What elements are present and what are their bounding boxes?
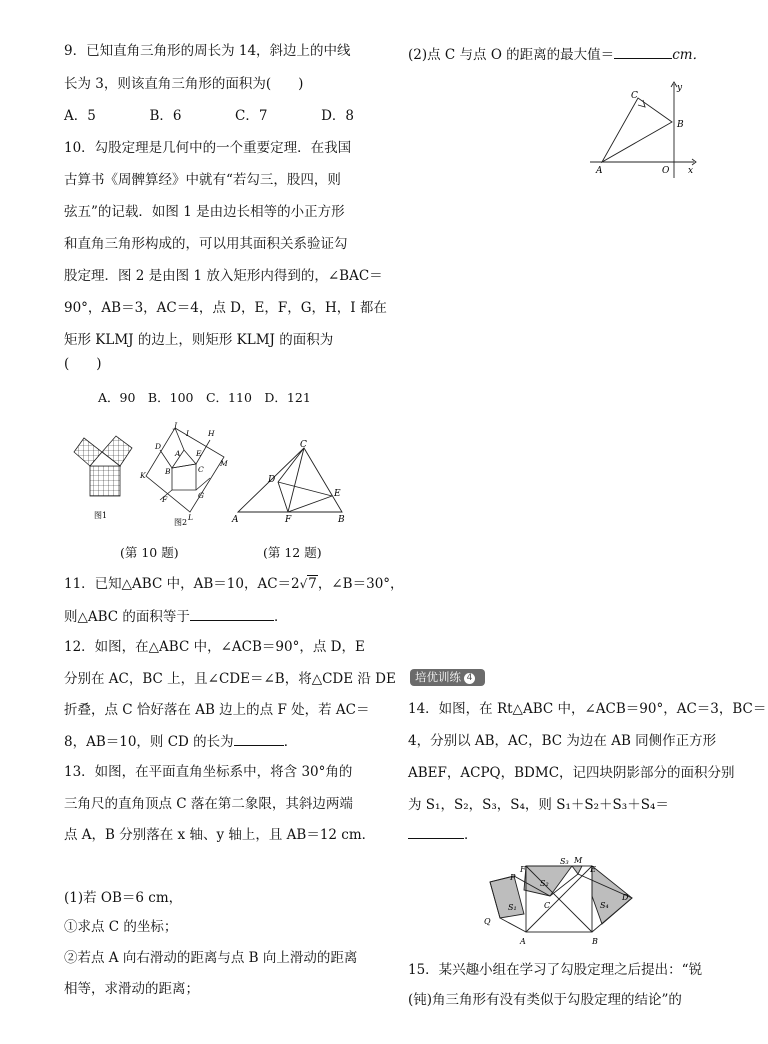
q9-line2: 长为 3，则该直角三角形的面积为( )	[64, 76, 304, 92]
q13-figure	[588, 80, 700, 180]
q14-end: ．	[464, 827, 478, 843]
q13-triangle	[602, 98, 672, 162]
q12-line4-text: 8，AB＝10，则 CD 的长为	[64, 734, 234, 750]
q14-line5	[408, 824, 478, 845]
q11-sqrt: 7	[308, 576, 317, 592]
caption-q10: (第 10 题)	[120, 545, 179, 560]
q10-line6: 90°，AB＝3，AC＝4，点 D，E，F，G，H，I 都在	[64, 300, 387, 316]
q12-answer-blank[interactable]	[234, 731, 284, 746]
q14-answer-blank[interactable]	[408, 824, 464, 839]
fig2-point-b: B	[165, 467, 171, 476]
fig12-point-c: C	[300, 440, 307, 450]
sqrt-symbol: √	[299, 577, 308, 591]
q14-figure	[480, 852, 640, 948]
q13-unit: cm．	[672, 47, 707, 63]
q14-point-p: P	[510, 873, 516, 882]
q13-point-x: x	[688, 166, 694, 176]
caption-q12: (第 12 题)	[263, 545, 322, 560]
q11-answer-blank[interactable]	[190, 606, 274, 621]
q13-point-y: y	[677, 83, 683, 93]
q9-option-d: D．8	[321, 108, 354, 124]
q11-end: ．	[273, 609, 288, 625]
q9-option-a: A．5	[64, 108, 96, 124]
q13-point-a: A	[596, 166, 603, 176]
fig2-point-f: F	[162, 495, 168, 504]
q11-part2: ，∠B＝30°，	[317, 576, 404, 592]
q10-line3: 弦五”的记载．如图 1 是由边长相等的小正方形	[64, 204, 345, 220]
q14-line4: 为 S₁，S₂，S₃，S₄，则 S₁＋S₂＋S₃＋S₄＝	[408, 797, 669, 813]
q14-point-d: D	[622, 893, 629, 902]
q10-line1: 10．勾股定理是几何中的一个重要定理．在我国	[64, 140, 352, 156]
fig2-point-g: G	[198, 491, 204, 500]
q12-line1: 12．如图，在△ABC 中，∠ACB＝90°，点 D，E	[64, 639, 365, 655]
q13-sub1: (1)若 OB＝6 cm，	[64, 890, 183, 906]
q13-sub1b-line1: ②若点 A 向右滑动的距离与点 B 向上滑动的距离	[64, 950, 358, 966]
fig2-point-l: L	[188, 513, 193, 522]
fig2-point-h: H	[208, 429, 215, 438]
fig2-label: 图2	[174, 518, 188, 526]
q13-point-b: B	[677, 120, 684, 130]
fig12-point-e: E	[334, 489, 341, 499]
fig2-point-d: D	[155, 442, 162, 451]
q12-figure	[228, 440, 352, 526]
fig12-point-a: A	[232, 515, 239, 525]
q14-line2: 4，分别以 AB，AC，BC 为边在 AB 同侧作正方形	[408, 733, 717, 749]
q10-options: A．90 B．100 C．110 D．121	[98, 390, 311, 405]
fig2-inner-square	[172, 464, 196, 490]
q9-line1: 9．已知直角三角形的周长为 14，斜边上的中线	[64, 43, 351, 59]
q15-line1: 15．某兴趣小组在学习了勾股定理之后提出：“锐	[408, 962, 703, 978]
fig2-point-i: I	[186, 429, 189, 438]
fig2-point-a: A	[175, 449, 181, 458]
q13-line2: 三角尺的直角顶点 C 落在第二象限，其斜边两端	[64, 796, 353, 812]
q9-option-c: C．7	[235, 108, 268, 124]
fig2-point-c: C	[198, 465, 204, 474]
section-badge-label: 培优训练	[415, 670, 461, 684]
section-badge	[410, 669, 485, 686]
section-badge-number: 4	[464, 673, 475, 684]
fig1-label: 图1	[94, 511, 108, 520]
q14-point-q: Q	[484, 917, 491, 926]
q11-line1	[64, 574, 404, 594]
q14-label-s1: S₁	[508, 903, 517, 912]
q10-figure1	[68, 430, 138, 520]
q14-line1: 14．如图，在 Rt△ABC 中，∠ACB＝90°，AC＝3，BC＝	[408, 701, 767, 717]
q14-point-a: A	[520, 937, 526, 946]
q13-point-c: C	[631, 91, 638, 101]
q10-line4: 和直角三角形构成的，可以用其面积关系验证勾	[64, 236, 348, 252]
q11-part1: 11．已知△ABC 中，AB＝10，AC＝2	[64, 576, 300, 592]
fig2-point-j: J	[174, 421, 178, 430]
q10-line2: 古算书《周髀算经》中就有“若勾三，股四，则	[64, 172, 341, 188]
q13-sub2-text: (2)点 C 与点 O 的距离的最大值＝	[408, 47, 615, 63]
q12-line4	[64, 731, 297, 752]
fig2-rectangle	[146, 428, 224, 512]
q12-line3: 折叠，点 C 恰好落在 AB 边上的点 F 处，若 AC＝	[64, 702, 370, 718]
q13-sub1a: ①求点 C 的坐标；	[64, 919, 178, 935]
q11-line2-text: 则△ABC 的面积等于	[64, 609, 190, 625]
q14-label-s3: S₃	[560, 857, 569, 866]
q9-options	[64, 106, 354, 126]
q14-s1-region	[490, 876, 524, 918]
q14-point-m: M	[574, 856, 583, 865]
q13-sub2	[408, 44, 706, 65]
q9-option-b: B．6	[149, 108, 182, 124]
q10-figure2	[138, 420, 234, 526]
q14-label-s2: S₂	[540, 879, 549, 888]
q15-line2: (钝)角三角形有没有类似于勾股定理的结论”的	[408, 992, 682, 1008]
q12-end: ．	[283, 734, 298, 750]
q14-point-f: F	[520, 865, 526, 874]
q10-line5: 股定理．图 2 是由图 1 放入矩形内得到的，∠BAC＝	[64, 268, 383, 284]
q13-line1: 13．如图，在平面直角坐标系中，将含 30°角的	[64, 764, 353, 780]
fig12-point-b: B	[338, 515, 345, 525]
fig12-point-d: D	[268, 475, 276, 485]
q10-line7: 矩形 KLMJ 的边上，则矩形 KLMJ 的面积为	[64, 332, 334, 348]
q14-line3: ABEF，ACPQ，BDMC，记四块阴影部分的面积分别	[408, 765, 735, 781]
q13-sub1b-line2: 相等，求滑动的距离；	[64, 981, 199, 997]
q13-sub2-answer-blank[interactable]	[614, 44, 672, 59]
q12-line2: 分别在 AC，BC 上，且∠CDE＝∠B，将△CDE 沿 DE	[64, 671, 396, 687]
q11-line2	[64, 606, 287, 627]
fig2-point-k: K	[140, 471, 146, 480]
q13-line3: 点 A，B 分别落在 x 轴、y 轴上，且 AB＝12 cm．	[64, 827, 376, 843]
q14-s3-region	[572, 866, 582, 874]
q14-point-c: C	[544, 901, 551, 910]
q14-point-e: E	[590, 865, 596, 874]
fig2-point-m: M	[220, 459, 228, 468]
q14-point-b: B	[592, 937, 598, 946]
q14-label-s4: S₄	[600, 901, 609, 910]
q13-point-o: O	[662, 166, 670, 176]
q10-line8: ( )	[64, 356, 102, 372]
fig2-point-e: E	[196, 449, 202, 458]
fig12-point-f: F	[285, 515, 292, 525]
fig1-bottom-square	[90, 466, 120, 496]
